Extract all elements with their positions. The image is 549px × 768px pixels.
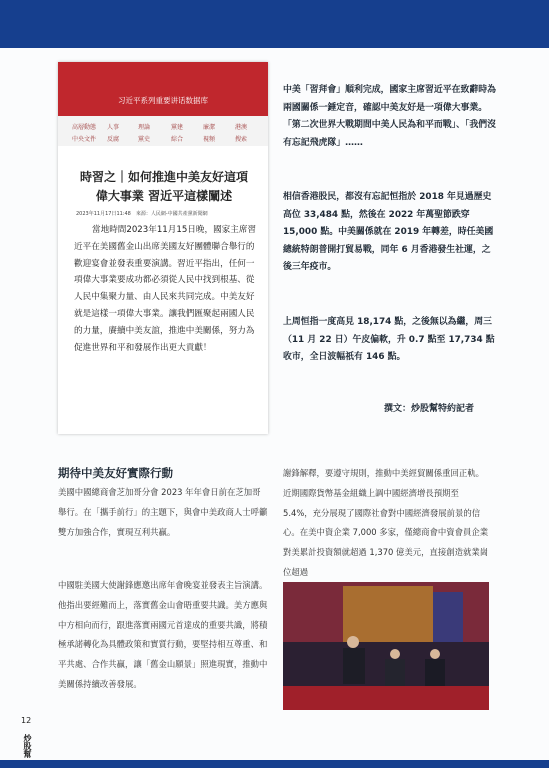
paragraph: 謝鋒解釋，要遵守規則，推動中美經貿關係重回正軌。近期國際貨幣基金組織上調中國經濟增長預期至 5.4%，充分展現了國際社會對中國經濟發展前景的信心。在美中資企業 7,000 多家，僅總商會中資會員企業對美累計投資額就超過 1,370 億美元，直接創造就業崗位超過 — [283, 468, 489, 577]
top-color-bar — [0, 0, 549, 48]
nav-item: 人事 — [107, 124, 120, 131]
article-title-line: 時習之｜如何推進中美友好這項 — [79, 170, 248, 184]
article-meta: 2023年11月17日11:48 來源：人民網-中國共產黨新聞網 — [76, 211, 208, 217]
nav-item: 視頻 — [203, 136, 216, 143]
paragraph: 上周恒指一度高見 18,174 點，之後無以為繼，周三（11 月 22 日）午皮偏軟，升 0.7 點至 17,734 點收市，全日波幅祇有 146 點。 — [283, 317, 495, 362]
banner-title: 习近平系列重要讲话数据库 — [118, 96, 208, 105]
nav-item: 廉潔 — [203, 124, 216, 131]
nav-item: 中央文件 — [72, 136, 97, 143]
article-title — [66, 168, 262, 206]
paragraph: 中美「習拜會」順利完成，國家主席習近平在致辭時為兩國關係一錘定音，確認中美友好是一項偉大事業。「第二次世界大戰期間中美人民為和平而戰」、「我們沒有忘記飛虎隊」…… — [283, 85, 496, 148]
nav-item: 搜索 — [235, 136, 248, 143]
speech-database-banner — [58, 62, 268, 116]
byline: 撰文：炒股幫特約記者 — [384, 404, 475, 414]
magazine-name: 炒股幫 — [23, 734, 32, 758]
nav-item: 理論 — [138, 124, 151, 131]
paragraph: 美國中國總商會芝加哥分會 2023 年年會日前在芝加哥舉行。在「攜手前行」的主題下，與會中美政商人士呼籲雙方加強合作，實現互利共贏。 — [58, 487, 268, 537]
nav-item: 黨史 — [138, 136, 151, 143]
article-screenshot — [58, 62, 268, 434]
section-heading: 期待中美友好實際行動 — [58, 466, 173, 480]
nav-item: 黨建 — [171, 124, 184, 131]
bottom-color-bar — [0, 760, 549, 768]
article-body: 當地時間2023年11月15日晚，國家主席習近平在美國舊金山出席美國友好團體聯合舉行的歡迎宴會並發表重要演講。習近平指出，任何一項偉大事業要成功都必須從人民中找到根基、從人民中集聚力量、由人民來共同完成。中美友好就是這樣一項偉大事業。讓我們匯聚起兩國人民的力量，賡續中美友誼，推進中美關係，努力為促進世界和平和發展作出更大貢獻！ — [74, 225, 257, 353]
paragraph: 相信香港股民，都沒有忘記恒指於 2018 年見過歷史高位 33,484 點，然後在 2022 年萬聖節跌穿 15,000 點。中美關係就在 2019 年轉差，時任美國總統特朗普開打貿易戰，同年 6 月香港發生社運，之後三年疫市。 — [283, 192, 494, 272]
nav-item: 綜合 — [171, 136, 184, 143]
article-nav — [58, 116, 268, 146]
nav-item: 高層動態 — [72, 124, 97, 131]
nav-item: 反腐 — [107, 136, 120, 143]
event-photo — [283, 582, 489, 710]
nav-item: 港澳 — [235, 124, 248, 131]
page-number: 12 — [21, 716, 32, 725]
article-title-line: 偉大事業 習近平這樣闡述 — [95, 189, 233, 203]
event-photo-illustration — [283, 582, 489, 710]
paragraph: 中國駐美國大使謝鋒應邀出席年會晚宴並發表主旨演講。他指出要經難而上，落實舊金山會晤重要共識。美方應與中方相向而行，跟進落實兩國元首達成的重要共識，將積極承諾轉化為具體政策和實質行動，要堅持相互尊重、和平共處、合作共贏，讓「舊金山願景」照進現實，推動中美關係持續改善發展。 — [58, 580, 268, 689]
